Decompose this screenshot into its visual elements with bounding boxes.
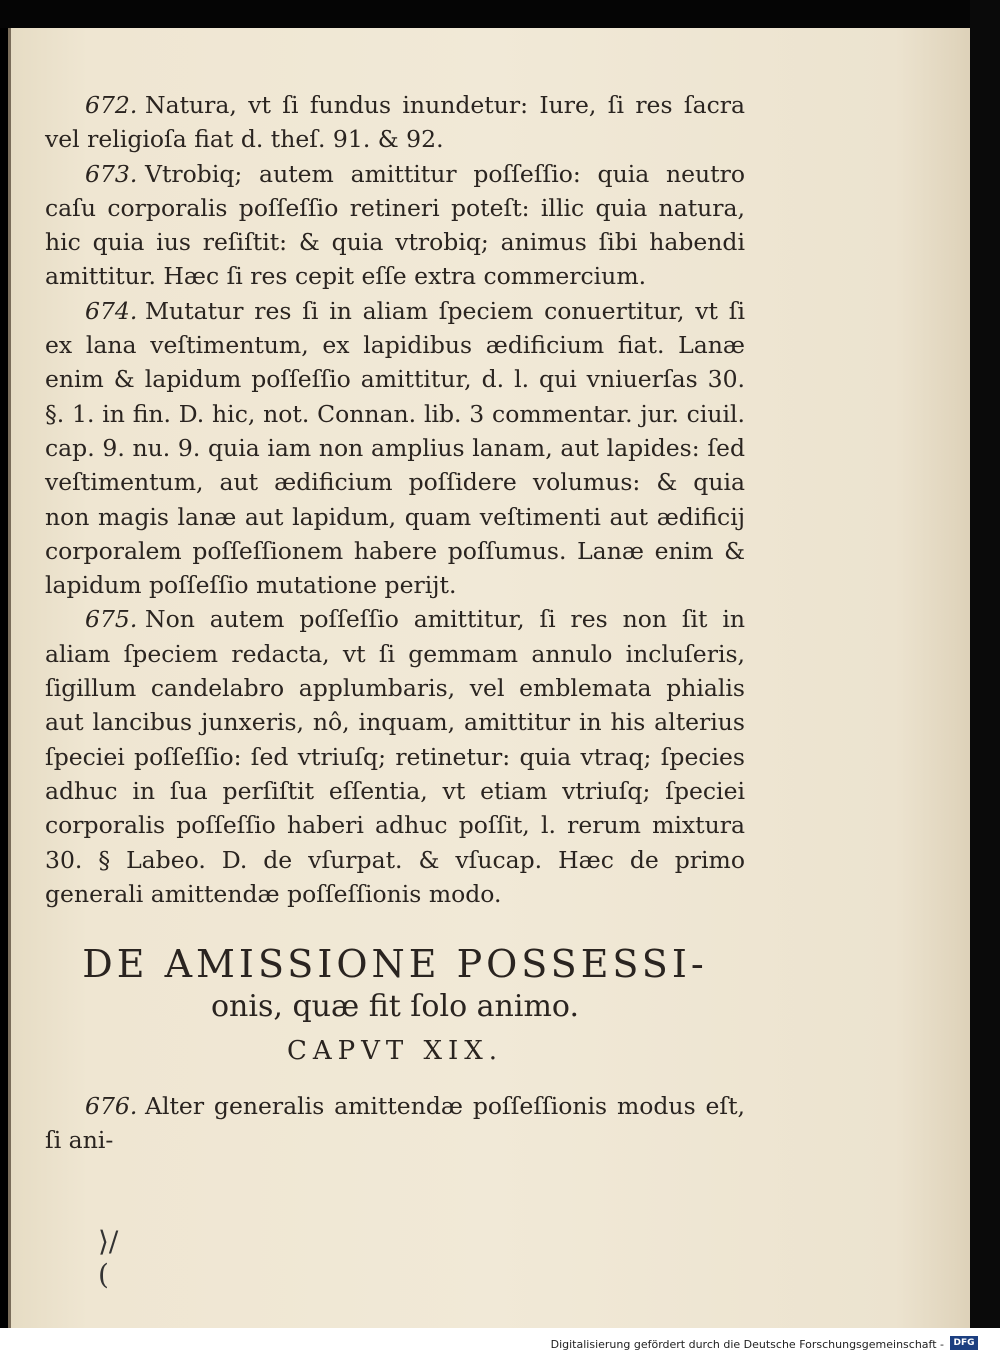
chapter-title: CAPVT XIX. bbox=[286, 1036, 504, 1067]
footer-credit: Digitalisierung gefördert durch die Deutsche Forschungsgemeinschaft - bbox=[550, 1338, 944, 1351]
footer-bar bbox=[0, 1328, 1000, 1357]
paragraph-673 bbox=[45, 157, 745, 294]
paragraph-676 bbox=[45, 1089, 745, 1158]
paragraph-text: Natura, vt ſi fundus inundetur: Iure, ſi res ſacra vel religioſa fiat d. theſ. 91. & 92. bbox=[45, 91, 745, 154]
section-heading: DE AMISSIONE POSSESSI- bbox=[82, 942, 708, 987]
paragraph-675 bbox=[45, 602, 745, 911]
paragraph-text: Mutatur res ſi in aliam ſpeciem conuertitur, vt ſi ex lana veſtimentum, ex lapidibus ædificium fiat. Lanæ enim & lapidum poſſeſſio amittitur, d. l. qui vniuerſas 30. §. 1. in fin. D. hic, not. Connan. lib. 3 commentar. jur. ciuil. cap. 9. nu. 9. quia iam non amplius lanam, aut lapides: ſed veſtimentum, aut ædificium poſſidere volumus: & quia non magis lanæ aut lapidum, quam veſtimenti aut ædificij corporalem poſſeſſionem habere poſſumus. Lanæ enim & lapidum poſſeſſio mutatione perijt. bbox=[45, 296, 745, 600]
paragraph-672 bbox=[45, 88, 745, 157]
paragraph-text: Non autem poſſeſſio amittitur, ſi res non ſit in aliam ſpeciem redacta, vt ſi gemmam annulo incluſeris, ſigillum candelabro applumbaris, vel emblemata phialis aut lancibus junxeris, nô, inquam, amittitur in his alterius ſpeciei poſſeſſio: ſed vtriuſq; retinetur: quia vtraq; ſpecies adhuc in ſua perſiſtit eſſentia, vt etiam vtriuſq; ſpeciei corporalis poſſeſſio haberi adhuc poſſit, l. rerum mixtura 30. § Labeo. D. de vſurpat. & vſucap. Hæc de primo generali amittendæ poſſeſſionis modo. bbox=[45, 605, 745, 908]
scan-right-border bbox=[970, 0, 1000, 1357]
paragraph-text: Alter generalis amittendæ poſſeſſionis modus eſt, ſi ani- bbox=[45, 1092, 745, 1155]
paragraph-number: 674. bbox=[85, 296, 138, 325]
paragraph-number: 673. bbox=[85, 159, 138, 188]
paragraph-number: 676. bbox=[85, 1092, 138, 1121]
ink-marks: ⟩/ ( bbox=[98, 1225, 119, 1291]
paragraph-number: 672. bbox=[85, 91, 138, 119]
paragraph-number: 675. bbox=[85, 605, 138, 634]
page-text bbox=[45, 88, 745, 1158]
dfg-logo: DFG bbox=[950, 1336, 978, 1350]
scan-top-border bbox=[0, 0, 1000, 28]
section-heading-continued: onis, quæ fit ſolo animo. bbox=[211, 989, 579, 1025]
paragraph-674 bbox=[45, 294, 745, 603]
paragraph-text: Vtrobiq; autem amittitur poſſeſſio: quia neutro caſu corporalis poſſeſſio retineri poteſt: illic quia natura, hic quia ius reſiſtit: & quia vtrobiq; animus ſibi habendi amittitur. Hæc ſi res cepit eſſe extra commercium. bbox=[45, 159, 745, 291]
